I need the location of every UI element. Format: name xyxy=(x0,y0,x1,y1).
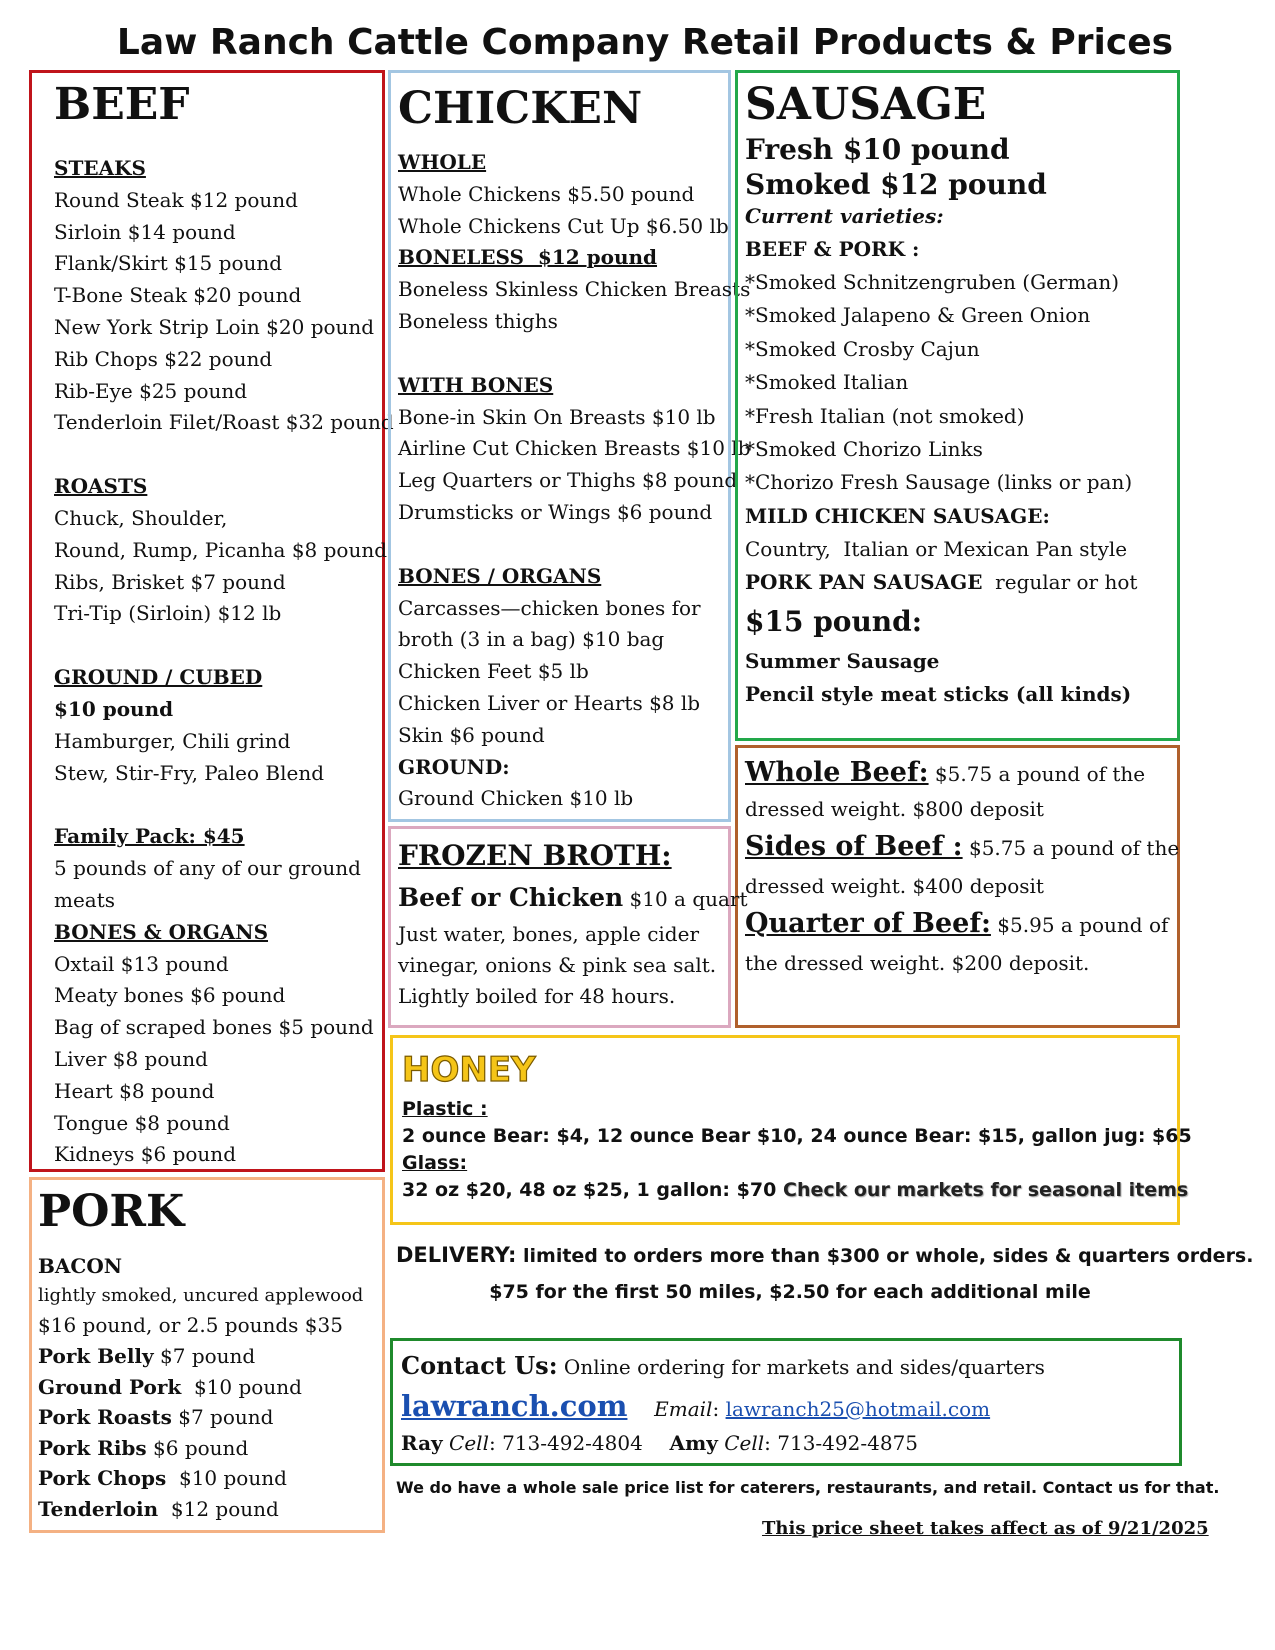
bulk-beef-text xyxy=(745,756,1179,981)
beef-heading: BEEF xyxy=(54,79,190,130)
broth-lines xyxy=(398,919,716,1012)
honey-section xyxy=(390,1035,1192,1225)
chicken-ground-item: Ground Chicken $10 lb xyxy=(398,786,634,811)
ground-price: $10 pound xyxy=(54,696,174,721)
chicken-withbones-item: Bone-in Skin On Breasts $10 lb xyxy=(398,404,716,429)
pork-item xyxy=(38,1494,363,1525)
ray-name: Ray xyxy=(401,1431,443,1455)
amy-phone: : 713-492-4875 xyxy=(764,1431,919,1455)
pork-item-price: $7 pound xyxy=(171,1405,274,1429)
pork-item-name: Tenderloin xyxy=(38,1496,159,1521)
frozen-broth-section xyxy=(388,826,748,1028)
pork-item xyxy=(38,1341,363,1372)
steak-item: New York Strip Loin $20 pound xyxy=(54,314,375,339)
pork-item-price: $10 pound xyxy=(181,1374,302,1399)
plastic-prices: 2 ounce Bear: $4, 12 ounce Bear $10, 24 ounce Bear: $15, gallon jug: $65 xyxy=(402,1125,1192,1147)
whole-beef-rest2: dressed weight. $800 deposit xyxy=(745,797,1044,821)
steak-item: T-Bone Steak $20 pound xyxy=(54,283,302,308)
sausage-fresh-price: Fresh $10 pound xyxy=(745,133,1010,166)
email-link[interactable]: lawranch25@hotmail.com xyxy=(725,1397,991,1421)
chicken-organ-item: Chicken Liver or Hearts $8 lb xyxy=(398,690,701,715)
sides-beef-rest2: dressed weight. $400 deposit xyxy=(745,874,1044,898)
pork-item-price: $12 pound xyxy=(158,1496,279,1521)
pork-item-name: Pork Ribs xyxy=(38,1435,147,1460)
phone-line xyxy=(401,1431,918,1455)
amy-name: Amy xyxy=(669,1431,718,1455)
sides-beef-rest1: $5.75 a pound of the xyxy=(962,836,1180,860)
chicken-heading: CHICKEN xyxy=(398,83,643,134)
pork-item xyxy=(38,1402,363,1433)
chicken-list xyxy=(398,147,751,815)
amy-cell-label: Cell xyxy=(724,1431,765,1455)
ground-item: Hamburger, Chili grind xyxy=(54,728,291,753)
page-title: Law Ranch Cattle Company Retail Products & Prices xyxy=(116,22,1174,63)
with-bones-header: WITH BONES xyxy=(398,372,554,397)
mild-chicken-text: Country, Italian or Mexican Pan style xyxy=(745,536,1128,561)
bones-organs-header: BONES & ORGANS xyxy=(54,919,269,944)
steak-item: Sirloin $14 pound xyxy=(54,219,236,244)
bulk-beef-section xyxy=(735,745,1180,1028)
wholesale-note: We do have a whole sale price list for caterers, restaurants, and retail. Contact us for that. xyxy=(396,1478,1220,1497)
chicken-whole-item: Whole Chickens Cut Up $6.50 lb xyxy=(398,213,729,238)
beef-pork-header: BEEF & PORK : xyxy=(745,237,920,261)
web-email-line: lawranch.com Email: lawranch25@hotmail.com xyxy=(401,1389,991,1423)
beef-section xyxy=(29,70,394,1172)
glass-prices: 32 oz $20, 48 oz $25, 1 gallon: $70 xyxy=(402,1179,777,1201)
ground-item: Stew, Stir-Fry, Paleo Blend xyxy=(54,760,325,785)
steak-item: Round Steak $12 pound xyxy=(54,187,298,212)
sausage-smoked-price: Smoked $12 pound xyxy=(745,168,1047,201)
chicken-withbones-item: Drumsticks or Wings $6 pound xyxy=(398,499,713,524)
mild-chicken-header: MILD CHICKEN SAUSAGE: xyxy=(745,503,1050,528)
sausage-variety: *Chorizo Fresh Sausage (links or pan) xyxy=(745,470,1133,495)
sausage-variety: *Smoked Italian xyxy=(745,370,909,395)
chicken-organ-item: Skin $6 pound xyxy=(398,722,545,747)
pork-item xyxy=(38,1463,363,1494)
current-varieties: Current varieties: xyxy=(745,204,944,228)
price-15: $15 pound: xyxy=(745,604,923,638)
chicken-boneless-item: Boneless Skinless Chicken Breasts xyxy=(398,277,751,302)
sausage-variety: *Smoked Chorizo Links xyxy=(745,437,983,462)
roasts-header: ROASTS xyxy=(54,474,148,499)
roast-item: Chuck, Shoulder, xyxy=(54,505,228,530)
delivery-line2: $75 for the first 50 miles, $2.50 for each additional mile xyxy=(489,1281,1091,1303)
broth-line: vinegar, onions & pink sea salt. xyxy=(398,953,717,977)
bones-item: Bag of scraped bones $5 pound xyxy=(54,1015,374,1040)
pork-heading: PORK xyxy=(38,1186,185,1237)
chicken-boneless-item: Boneless thighs xyxy=(398,308,558,333)
sausage-variety: *Smoked Crosby Cajun xyxy=(745,336,980,361)
pork-pan-line xyxy=(745,566,1137,599)
delivery-text: limited to orders more than $300 or whole, sides & quarters orders. xyxy=(516,1245,1254,1267)
pork-item-price: $10 pound xyxy=(166,1466,287,1490)
bones-item: Oxtail $13 pound xyxy=(54,951,229,976)
beef-list xyxy=(54,153,394,1171)
pork-item-name: Pork Belly xyxy=(38,1344,154,1368)
pork-item-name: Pork Roasts xyxy=(38,1405,172,1429)
broth-sub-label: Beef or Chicken xyxy=(398,883,624,912)
pork-item-name: Ground Pork xyxy=(38,1374,182,1399)
roast-item: Ribs, Brisket $7 pound xyxy=(54,569,286,594)
contact-label: Contact Us: xyxy=(401,1351,558,1380)
ground-header: GROUND: xyxy=(398,754,510,779)
chicken-withbones-item: Leg Quarters or Thighs $8 pound xyxy=(398,468,738,493)
contact-section xyxy=(390,1338,1182,1466)
chicken-organ-item: Chicken Feet $5 lb xyxy=(398,659,589,684)
glass-header: Glass: xyxy=(402,1152,468,1174)
honey-heading: HONEY xyxy=(402,1050,536,1090)
bones-item: Heart $8 pound xyxy=(54,1078,215,1103)
delivery-label: DELIVERY: xyxy=(396,1243,517,1267)
steak-item: Rib Chops $22 pound xyxy=(54,346,273,371)
quarter-beef-rest1: $5.95 a pound of xyxy=(990,913,1169,937)
broth-line: Lightly boiled for 48 hours. xyxy=(398,984,676,1008)
bones-item: Meaty bones $6 pound xyxy=(54,983,286,1008)
family-pack-header: Family Pack: $45 xyxy=(54,824,245,849)
steaks-header: STEAKS xyxy=(54,156,146,180)
broth-line: Just water, bones, apple cider xyxy=(398,922,700,946)
ray-phone: : 713-492-4804 xyxy=(488,1431,643,1455)
bones-item: Kidneys $6 pound xyxy=(54,1142,236,1167)
pork-pan-rest: regular or hot xyxy=(982,569,1138,594)
pork-item-price: $7 pound xyxy=(153,1344,256,1368)
roast-item: Tri-Tip (Sirloin) $12 lb xyxy=(54,601,282,626)
sausage-variety: *Fresh Italian (not smoked) xyxy=(745,403,1025,428)
contact-text: Online ordering for markets and sides/quarters xyxy=(557,1355,1045,1379)
pork-item xyxy=(38,1372,363,1403)
ray-cell-label: Cell xyxy=(449,1431,489,1455)
website-link[interactable]: lawranch.com xyxy=(401,1389,628,1423)
pork-pan-label: PORK PAN SAUSAGE xyxy=(745,569,983,594)
boneless-header: BONELESS $12 pound xyxy=(398,245,658,270)
steak-item: Tenderloin Filet/Roast $32 pound xyxy=(54,410,394,435)
pork-item xyxy=(38,1433,363,1464)
quarter-beef-label: Quarter of Beef: xyxy=(745,908,991,939)
effective-date: This price sheet takes affect as of 9/21/2025 xyxy=(762,1518,1209,1539)
family-pack-line: 5 pounds of any of our ground xyxy=(54,856,361,881)
sides-beef-label: Sides of Beef : xyxy=(745,831,963,862)
pork-section xyxy=(29,1177,385,1533)
pencil-sticks: Pencil style meat sticks (all kinds) xyxy=(745,681,1132,706)
delivery-line xyxy=(396,1243,1253,1267)
bones-item: Tongue $8 pound xyxy=(54,1110,230,1135)
seasonal-note: Check our markets for seasonal items xyxy=(783,1179,1189,1201)
sausage-section xyxy=(735,70,1180,741)
broth-subline xyxy=(398,883,748,912)
chicken-withbones-item: Airline Cut Chicken Breasts $10 lb xyxy=(398,436,751,461)
roast-item: Round, Rump, Picanha $8 pound xyxy=(54,537,388,562)
pork-list xyxy=(38,1252,363,1524)
bones-organs-header: BONES / ORGANS xyxy=(398,563,602,588)
chicken-organ-item: broth (3 in a bag) $10 bag xyxy=(398,627,665,652)
contact-line xyxy=(401,1351,1045,1380)
ground-cubed-header: GROUND / CUBED xyxy=(54,665,263,690)
whole-beef-label: Whole Beef: xyxy=(745,757,929,788)
whole-beef-rest1: $5.75 a pound of the xyxy=(928,762,1146,786)
chicken-organ-item: Carcasses—chicken bones for xyxy=(398,595,701,620)
bacon-desc: lightly smoked, uncured applewood xyxy=(38,1285,364,1306)
sausage-heading: SAUSAGE xyxy=(745,79,987,130)
summer-sausage: Summer Sausage xyxy=(745,648,940,673)
plastic-header: Plastic : xyxy=(402,1098,488,1120)
pork-item-price: $6 pound xyxy=(146,1435,249,1460)
bacon-price: $16 pound, or 2.5 pounds $35 xyxy=(38,1313,343,1337)
chicken-whole-item: Whole Chickens $5.50 pound xyxy=(398,181,695,206)
sausage-list xyxy=(745,233,1137,711)
family-pack-line: meats xyxy=(54,887,116,912)
bacon-header: BACON xyxy=(38,1254,123,1278)
steak-item: Rib-Eye $25 pound xyxy=(54,378,248,403)
bones-item: Liver $8 pound xyxy=(54,1046,208,1071)
email-label: Email xyxy=(654,1397,713,1421)
chicken-section xyxy=(388,70,751,822)
frozen-broth-heading: FROZEN BROTH: xyxy=(398,839,672,872)
pork-item-name: Pork Chops xyxy=(38,1466,167,1490)
whole-header: WHOLE xyxy=(398,150,487,174)
quarter-beef-rest2: the dressed weight. $200 deposit. xyxy=(745,951,1090,975)
sausage-variety: *Smoked Jalapeno & Green Onion xyxy=(745,303,1091,328)
steak-item: Flank/Skirt $15 pound xyxy=(54,251,283,276)
broth-sub-price: $10 a quart xyxy=(623,887,748,911)
sausage-variety: *Smoked Schnitzengruben (German) xyxy=(745,270,1120,294)
